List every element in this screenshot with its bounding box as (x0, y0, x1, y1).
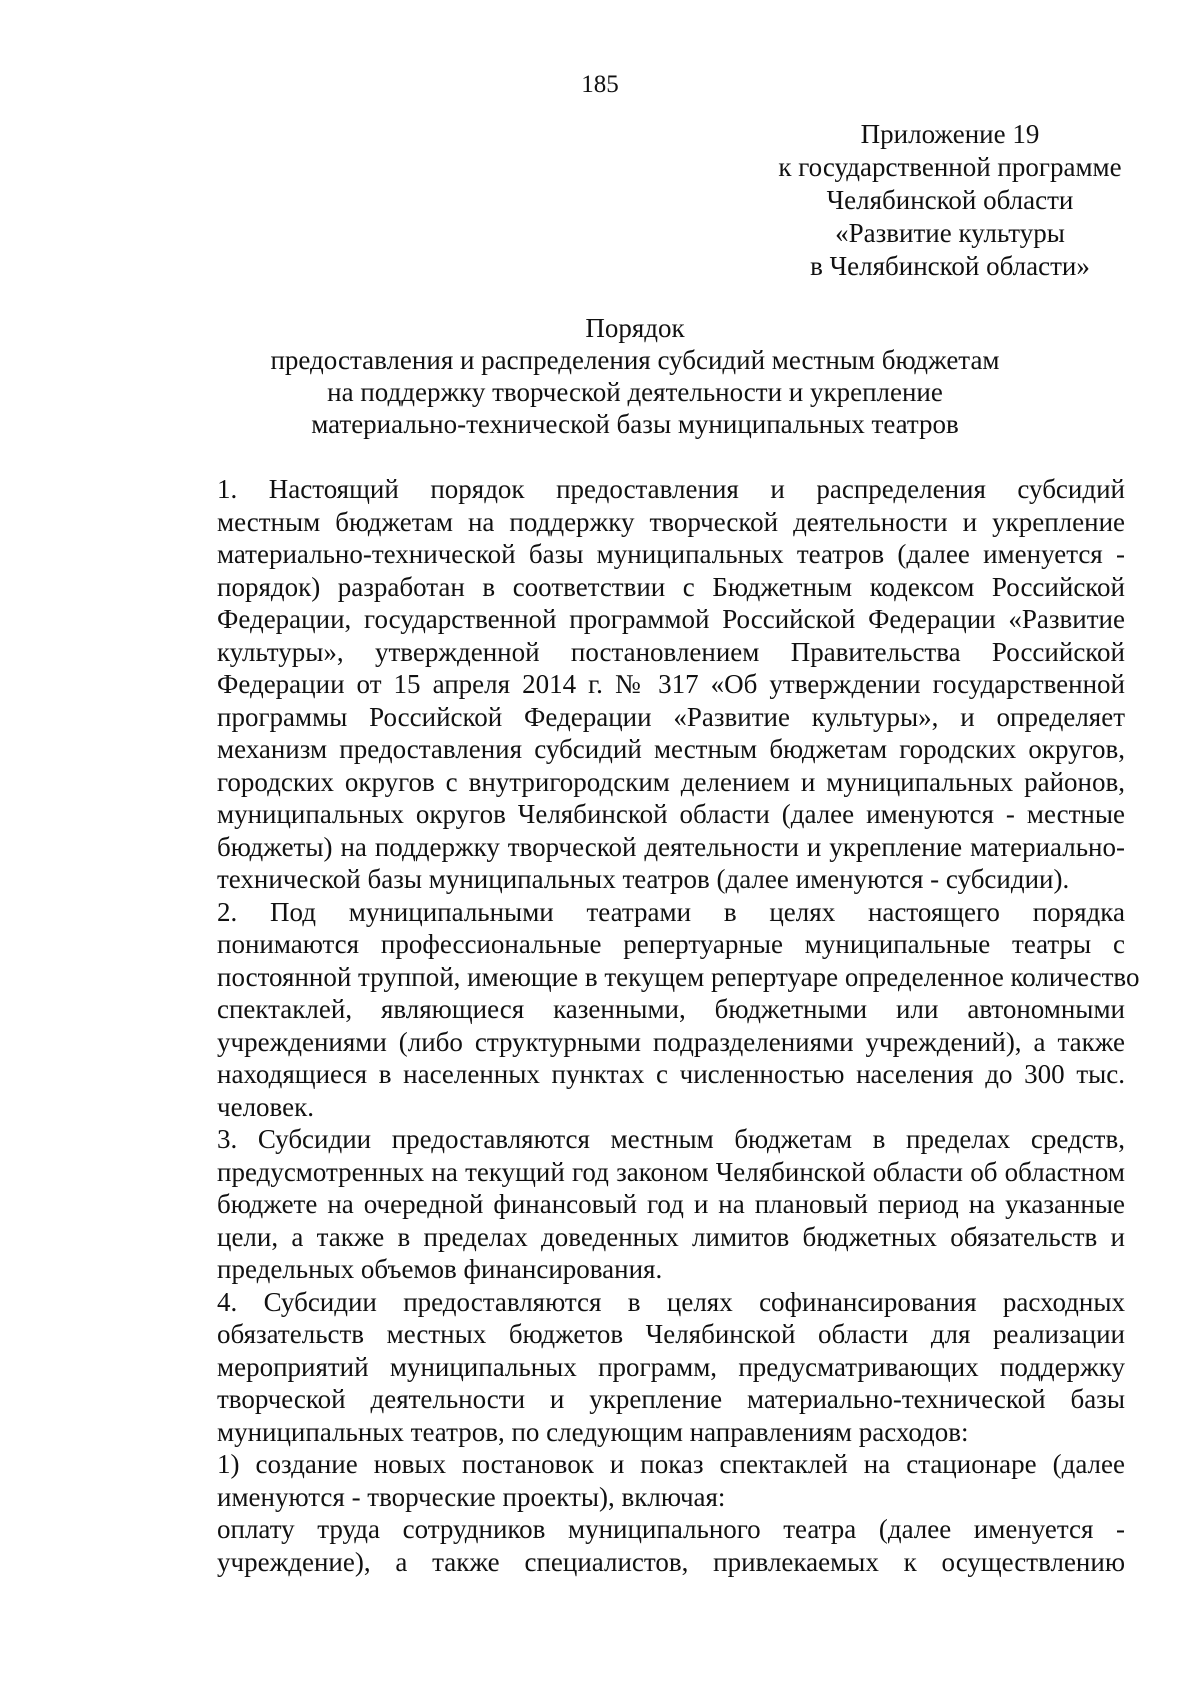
document-title (145, 312, 1125, 440)
paragraph (145, 1513, 1125, 1578)
paragraph-line: бюджеты) на поддержку творческой деятельности и укрепление материально- (217, 831, 1125, 862)
appendix-block (740, 118, 1160, 283)
paragraph-line: местным бюджетам на поддержку творческой деятельности и укрепление (217, 506, 1125, 537)
paragraph-line: оплату труда сотрудников муниципального театра (далее именуется - (217, 1514, 1125, 1544)
paragraph-line: порядок) разработан в соответствии с Бюджетным кодексом Российской (217, 571, 1125, 602)
appendix-line: Приложение 19 (860, 119, 1040, 149)
paragraph (145, 1448, 1125, 1513)
paragraph-line: постоянной труппой, имеющие в текущем репертуаре определенное количество (217, 961, 1140, 992)
paragraph-line: 3. Субсидии предоставляются местным бюджетам в пределах средств, (217, 1124, 1125, 1154)
paragraph (145, 473, 1125, 896)
paragraph-line: муниципальных округов Челябинской области (далее именуются - местные (217, 799, 1125, 829)
appendix-line: в Челябинской области» (810, 251, 1090, 281)
title-line: материально-технической базы муниципальных театров (311, 409, 959, 439)
title-heading: Порядок (585, 313, 685, 343)
paragraph-line: технической базы муниципальных театров (далее именуются - субсидии). (217, 864, 1070, 894)
paragraph-line: бюджете на очередной финансовый год и на плановый период на указанные (217, 1189, 1125, 1219)
page-number: 185 (581, 71, 619, 98)
paragraph-line: обязательств местных бюджетов Челябинской области для реализации (217, 1319, 1125, 1349)
paragraph-line: спектаклей, являющиеся казенными, бюджетными или автономными (217, 994, 1125, 1024)
paragraph-line: 2. Под муниципальными театрами в целях настоящего порядка (217, 896, 1125, 927)
paragraph-line: Федерации от 15 апреля 2014 г. № 317 «Об утверждении государственной (217, 669, 1125, 699)
paragraph-line: городских округов с внутригородским делением и муниципальных районов, (217, 766, 1125, 797)
paragraph-line: цели, а также в пределах доведенных лимитов бюджетных обязательств и (217, 1221, 1125, 1252)
paragraph-line: человек. (217, 1091, 314, 1122)
title-line: на поддержку творческой деятельности и укрепление (327, 377, 943, 407)
paragraph (145, 1123, 1125, 1286)
appendix-line: к государственной программе (778, 152, 1122, 182)
paragraph-line: муниципальных театров, по следующим направлениям расходов: (217, 1416, 969, 1447)
paragraph-line: 1. Настоящий порядок предоставления и распределения субсидий (217, 474, 1125, 504)
title-line: предоставления и распределения субсидий местным бюджетам (270, 345, 1000, 375)
paragraph-line: учреждениями (либо структурными подразделениями учреждений), а также (217, 1026, 1125, 1057)
appendix-line: «Развитие культуры (835, 218, 1065, 248)
paragraph-line: предусмотренных на текущий год законом Челябинской области об областном (217, 1156, 1125, 1187)
paragraph-line: творческой деятельности и укрепление материально-технической базы (217, 1384, 1125, 1414)
paragraph-line: культуры», утвержденной постановлением Правительства Российской (217, 636, 1125, 667)
paragraph-line: Федерации, государственной программой Российской Федерации «Развитие (217, 604, 1125, 634)
paragraph-line: находящиеся в населенных пунктах с численностью населения до 300 тыс. (217, 1059, 1125, 1089)
paragraph-line: материально-технической базы муниципальных театров (далее именуется - (217, 539, 1125, 569)
paragraph-line: мероприятий муниципальных программ, предусматривающих поддержку (217, 1351, 1125, 1382)
paragraph (145, 1286, 1125, 1449)
paragraph-line: понимаются профессиональные репертуарные муниципальные театры с (217, 929, 1125, 959)
paragraph-line: механизм предоставления субсидий местным бюджетам городских округов, (217, 734, 1125, 764)
paragraph-line: 4. Субсидии предоставляются в целях софинансирования расходных (217, 1286, 1125, 1317)
paragraph-line: именуются - творческие проекты), включая: (217, 1481, 726, 1512)
paragraph-line: программы Российской Федерации «Развитие культуры», и определяет (217, 701, 1125, 732)
paragraph (145, 896, 1140, 1124)
paragraph-line: предельных объемов финансирования. (217, 1254, 663, 1284)
appendix-line: Челябинской области (826, 185, 1074, 215)
paragraph-line: 1) создание новых постановок и показ спектаклей на стационаре (далее (217, 1449, 1125, 1479)
paragraph-line: учреждение), а также специалистов, привлекаемых к осуществлению (217, 1546, 1125, 1577)
document-body (145, 473, 1140, 1578)
